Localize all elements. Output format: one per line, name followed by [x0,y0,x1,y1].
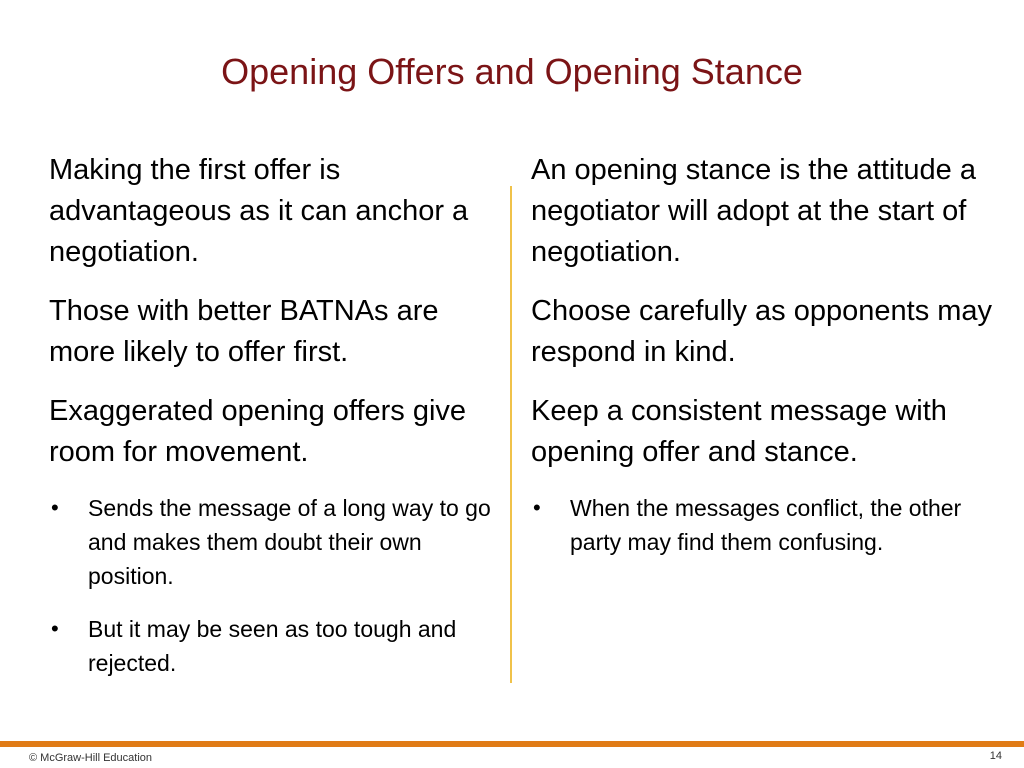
right-paragraph-2: Choose carefully as opponents may respond in kind. [531,295,993,368]
bullet-dot-icon: • [51,495,59,520]
left-bullet-1 [49,491,499,593]
right-bullet-1-text: When the messages conflict, the other party may find them confusing. [570,495,962,555]
column-divider [510,186,512,683]
right-column [531,150,1011,578]
right-paragraph-3: Keep a consistent message with opening offer and stance. [531,395,947,468]
left-paragraph-3: Exaggerated opening offers give room for movement. [49,395,467,468]
footer-bar [0,741,1024,747]
left-bullet-1-text: Sends the message of a long way to go and makes them doubt their own position. [88,495,491,589]
left-paragraph-1: Making the first offer is advantageous as it can anchor a negotiation. [49,154,469,268]
copyright-notice: © McGraw-Hill Education [29,752,153,764]
page-number: 14 [989,750,1002,762]
left-bullet-2 [49,612,499,680]
left-column [49,150,499,699]
bullet-dot-icon: • [533,495,541,520]
left-bullet-2-text: But it may be seen as too tough and rejected. [88,616,457,676]
slide-title: Opening Offers and Opening Stance [221,51,803,92]
right-bullet-1 [531,491,1011,559]
right-paragraph-1: An opening stance is the attitude a negotiator will adopt at the start of negotiation. [531,154,976,268]
left-paragraph-2: Those with better BATNAs are more likely to offer first. [49,295,439,368]
bullet-dot-icon: • [51,616,59,641]
